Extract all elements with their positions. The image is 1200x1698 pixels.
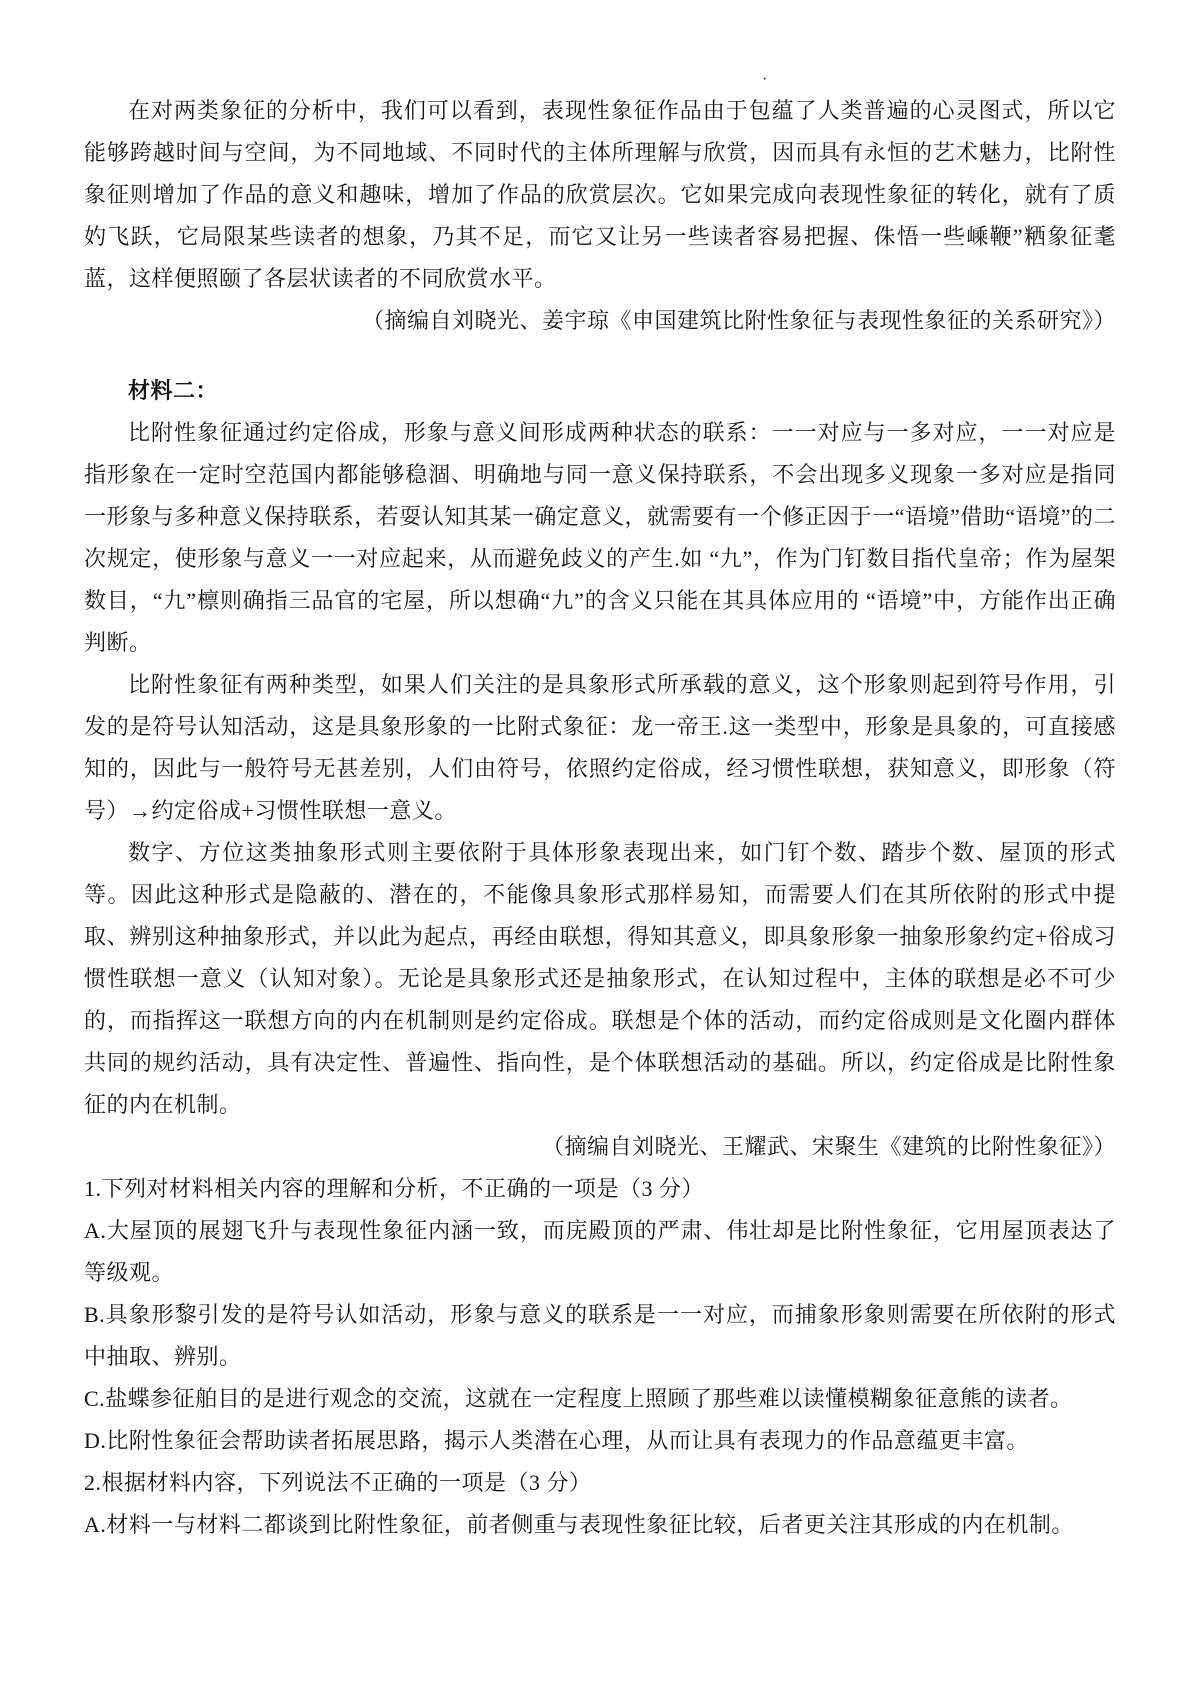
question-1-stem: 1.下列对材料相关内容的理解和分析，不正确的一项是（3 分）	[84, 1176, 705, 1201]
question-1-option-d: D.比附性象征会帮助读者拓展思路，揭示人类潜在心理，从而让具有表现力的作品意蕴更丰富。	[84, 1428, 1029, 1453]
material-two-heading: 材料二：	[128, 378, 219, 403]
question-1-option-a: A.大屋顶的展翅飞升与表现性象征内涵一致，而庑殿顶的严肃、伟壮却是比附性象征，它用屋顶表达了等级观。	[84, 1218, 1116, 1285]
stray-dot-mark: ·	[762, 71, 768, 88]
material-two-paragraph: 数字、方位这类抽象形式则主要依附于具体形象表现出来，如门钉个数、踏步个数、屋顶的形式等。因此这种形式是隐蔽的、潜在的，不能像具象形式那样易知，而需要人们在其所依附的形式中提取、辨别这种抽象形式，并以此为起点，再经由联想，得知其意义，即具象形象一抽象形象约定+俗成习惯性联想一意义（认知对象）。无论是具象形式还是抽象形式，在认知过程中，主体的联想是必不可少的，而指挥这一联想方向的内在机制则是约定俗成。联想是个体的活动，而约定俗成则是文化圈内群体共同的规约活动，具有决定性、普遍性、指向性，是个体联想活动的基础。所以，约定俗成是比附性象征的内在机制。	[84, 840, 1116, 1117]
material-two-attribution: （摘编自刘晓光、王耀武、宋聚生《建筑的比附性象征》）	[541, 1134, 1116, 1159]
question-2-stem: 2.根据材料内容，下列说法不正确的一项是（3 分）	[84, 1470, 592, 1495]
material-two-paragraph: 比附性象征通过约定俗成，形象与意义间形成两种状态的联系：一一对应与一多对应，一一对应是指形象在一定时空范国内都能够稳涸、明确地与同一意义保持联系，不会出现多义现象一多对应是指同一形象与多种意义保持联系，若耍认知其某一确定意义，就需要有一个修正因于一“语境”借助“语境”的二次规定，使形象与意义一一对应起来，从而避免歧义的产生.如 “九”，作为门钉数目指代皇帝；作为屋架数目，“九”檩则确指三品官的宅屋，所以想确“九”的含义只能在其具体应用的 “语境”中，方能作出正确判断。	[84, 420, 1116, 655]
material-one-attribution: （摘编自刘晓光、姜宇琼《申国建筑比附性象征与表现性象征的关系研究》）	[361, 308, 1116, 333]
question-1-option-c: C.盐蝶参征舶目的是进行观念的交流，这就在一定程度上照顾了那些难以读懂模糊象征意熊的读者。	[84, 1386, 1073, 1411]
question-1-option-b: B.具象形黎引发的是符号认如活动，形象与意义的联系是一一对应，而捕象形象则需要在所依附的形式中抽取、辨别。	[84, 1302, 1116, 1369]
material-one-paragraph: 在对两类象征的分析中，我们可以看到，表现性象征作品由于包蕴了人类普遍的心灵图式，所以它能够跨越时间与空间，为不同地域、不同时代的主体所理解与欣赏，因而具有永恒的艺术魅力，比附性象征则增加了作品的意义和趣味，增加了作品的欣赏层次。它如果完成向表现性象征的转化，就有了质妁飞跃，它局限某些读者的想象，乃其不足，而它又让另一些读者容易把握、侏悟一些嵊鞭”粞象征耄蓝，这样便照颐了各层状读者的不同欣赏水平。	[84, 98, 1116, 291]
question-2-option-a: A.材料一与材料二都谈到比附性象征，前者侧重与表现性象征比较，后者更关注其形成的内在机制。	[84, 1512, 1074, 1537]
material-two-paragraph: 比附性象征有两种类型，如果人们关注的是具象形式所承载的意义，这个形象则起到符号作用，引发的是符号认知活动，这是具象形象的一比附式象征：龙一帝王.这一类型中，形象是具象的，可直接感知的，因此与一般符号无甚差别，人们由符号，依照约定俗成，经习惯性联想，获知意义，即形象（符号）→约定俗成+习惯性联想一意义。	[84, 672, 1116, 823]
